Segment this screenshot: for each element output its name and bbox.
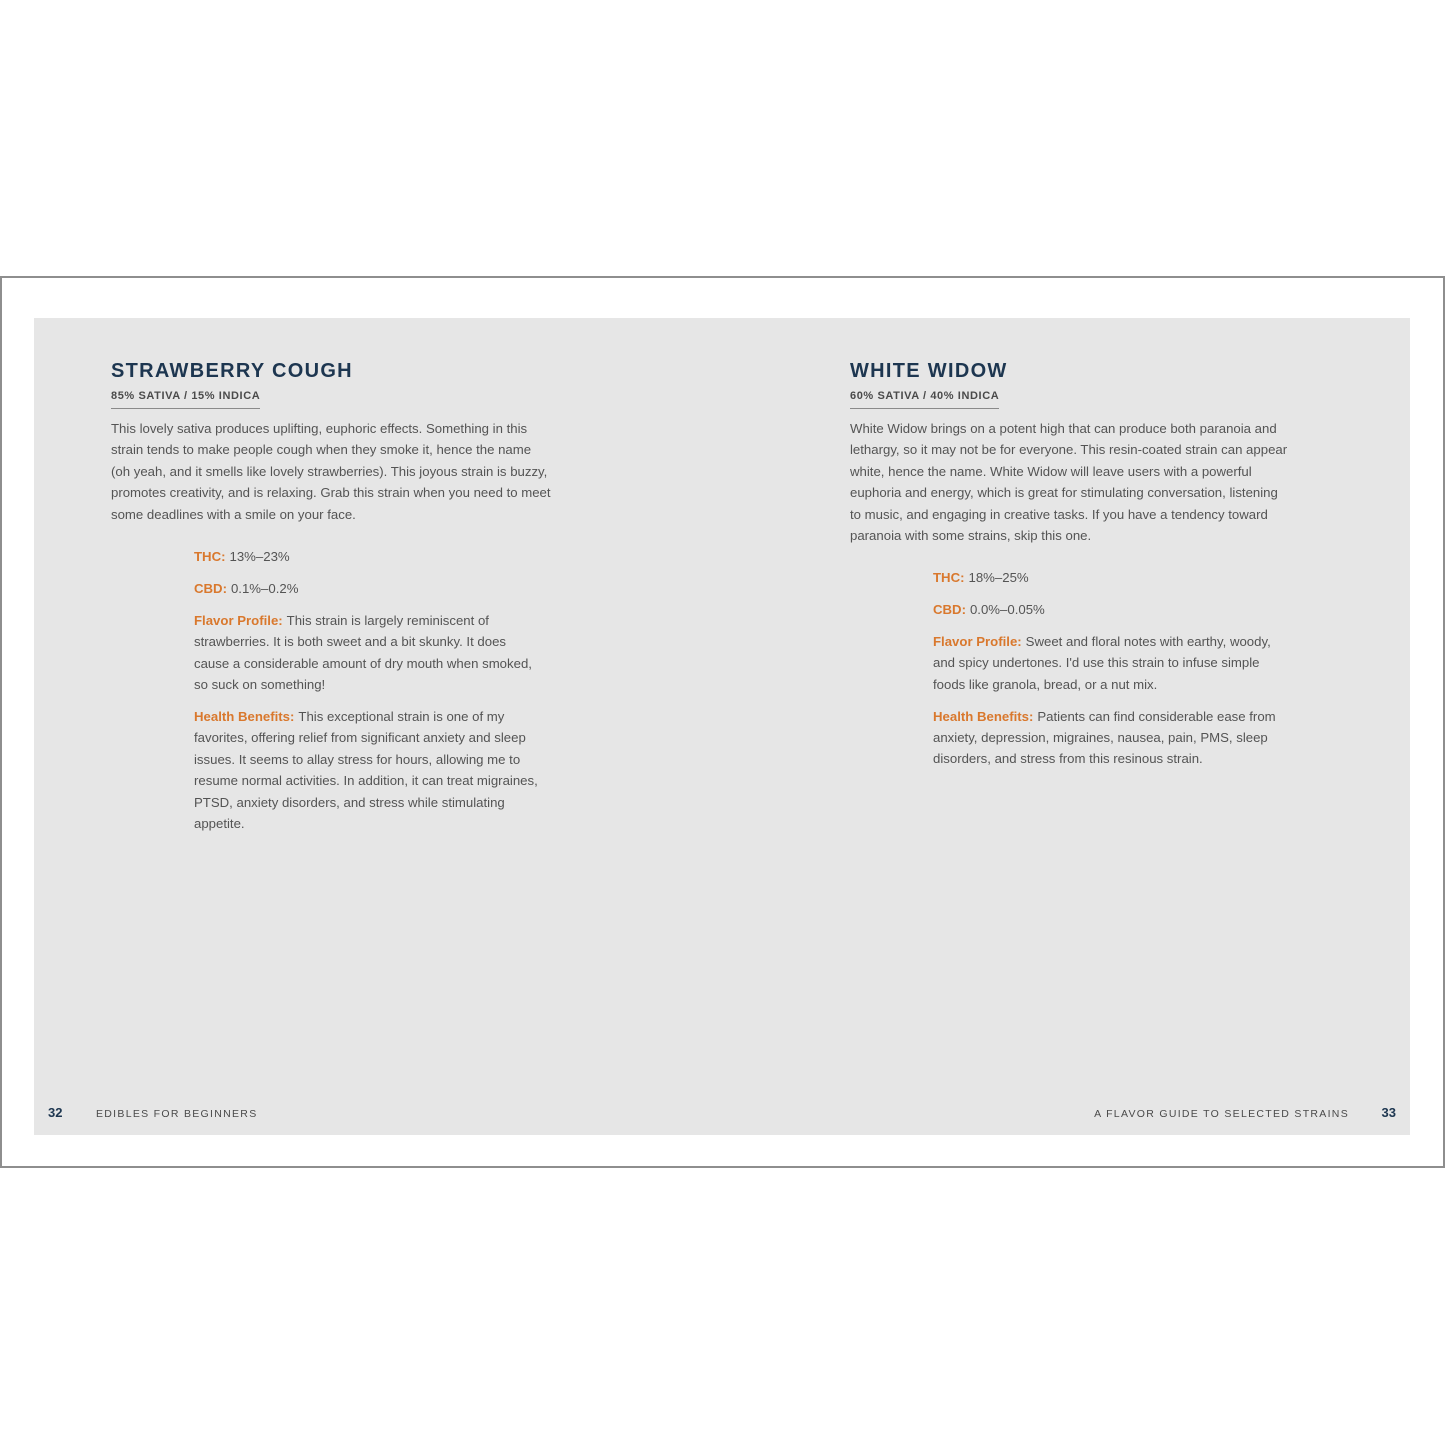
fact-thc	[933, 567, 1278, 588]
fact-value: Sweet and floral notes with earthy, woody, and spicy undertones. I'd use this strain to infuse simple foods like granola, bread, or a nut mix.	[933, 633, 1271, 692]
fact-cbd	[194, 578, 539, 599]
running-head-left: EDIBLES FOR BEGINNERS	[96, 1108, 258, 1120]
fact-label: CBD:	[194, 580, 227, 596]
fact-value: 0.1%–0.2%	[230, 580, 299, 596]
strain-ratio: 60% SATIVA / 40% INDICA	[850, 390, 999, 409]
fact-label: Flavor Profile:	[933, 633, 1022, 649]
fact-value: 18%–25%	[968, 570, 1029, 585]
fact-value: This exceptional strain is one of my favorites, offering relief from significant anxiety and sleep issues. It seems to allay stress for hours, allowing me to resume normal activities. In addition, it can treat migraines, PTSD, anxiety disorders, and stress while stimulating appetite.	[194, 708, 538, 831]
fact-label: THC:	[933, 570, 965, 585]
fact-value: This strain is largely reminiscent of strawberries. It is both sweet and a bit skunky. It does cause a considerable amount of dry mouth when smoked, so suck on something!	[194, 612, 532, 693]
fact-thc	[194, 546, 539, 567]
fact-value: 13%–23%	[229, 549, 290, 564]
fact-health-benefits	[194, 706, 539, 834]
book-spread	[34, 318, 1410, 1135]
fact-health-benefits	[933, 706, 1278, 770]
strain-description: White Widow brings on a potent high that can produce both paranoia and lethargy, so it may not be for everyone. This resin-coated strain can appear white, hence the name. White Widow will leave users with a powerful euphoria and energy, which is great for stimulating conversation, listening to music, and engaging in creative tasks. If you have a tendency toward paranoia with some strains, skip this one.	[850, 421, 1288, 544]
page-number-right: 33	[1381, 1105, 1396, 1120]
page-number-left: 32	[48, 1105, 63, 1120]
fact-cbd	[933, 599, 1278, 620]
fact-value: 0.0%–0.05%	[969, 601, 1045, 617]
strain-facts	[194, 546, 539, 845]
fact-label: Health Benefits:	[194, 708, 295, 724]
running-head-right: A FLAVOR GUIDE TO SELECTED STRAINS	[1094, 1108, 1349, 1120]
strain-description: This lovely sativa produces uplifting, euphoric effects. Something in this strain tends to make people cough when they smoke it, hence the name (oh yeah, and it smells like lovely strawberries). This joyous strain is buzzy, promotes creativity, and is relaxing. Grab this strain when you need to meet some deadlines with a smile on your face.	[111, 421, 551, 522]
strain-facts	[933, 567, 1278, 780]
fact-label: Health Benefits:	[933, 708, 1034, 724]
fact-label: Flavor Profile:	[194, 612, 283, 628]
fact-label: THC:	[194, 549, 226, 564]
fact-label: CBD:	[933, 601, 966, 617]
strain-title: STRAWBERRY COUGH	[111, 360, 353, 382]
strain-title: WHITE WIDOW	[850, 360, 1008, 382]
strain-ratio: 85% SATIVA / 15% INDICA	[111, 390, 260, 409]
fact-value: Patients can find considerable ease from anxiety, depression, migraines, nausea, pain, PMS, sleep disorders, and stress from this resinous strain.	[933, 708, 1276, 767]
fact-flavor-profile	[933, 631, 1278, 695]
fact-flavor-profile	[194, 610, 539, 696]
